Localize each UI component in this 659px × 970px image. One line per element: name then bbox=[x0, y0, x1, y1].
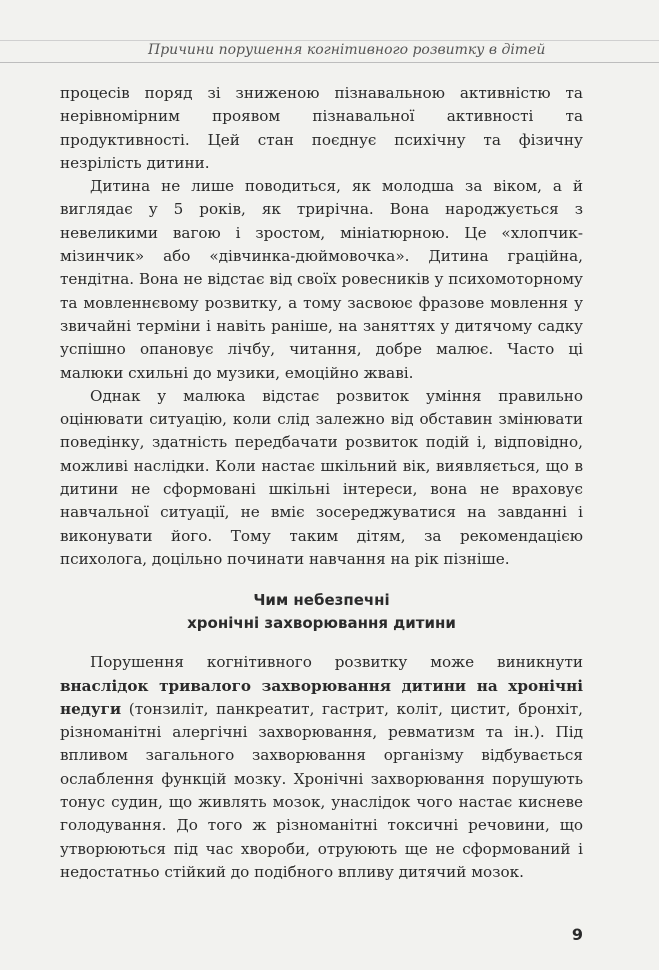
page-header bbox=[0, 0, 659, 63]
section-title bbox=[60, 589, 583, 635]
paragraph-1: процесів поряд зі зниженою пізнавальною активністю та нерівномірним проявом пізнавальної активності та продуктивності. Цей стан поєднує психічну та фізичну незрілість дитини. bbox=[60, 84, 583, 172]
page-body bbox=[60, 82, 583, 884]
paragraph-4-rest: (тонзиліт, панкреатит, гастрит, коліт, цистит, бронхіт, різноманітні алергічні захворювання, ревматизм та ін.). Під впливом загального захворювання організму відбувається ослаблення функцій мозку. Хронічні захворювання порушують тонус судин, що живлять мозок, унаслідок чого настає кисневе голодування. До того ж різноманітні токсичні речовини, що утворюються під час хвороби, отруюють ще не сформований і недостатньо стійкий до подібного впливу дитячий мозок. bbox=[60, 699, 583, 881]
page-number: 9 bbox=[571, 925, 583, 944]
section-title-line-2: хронічні захворювання дитини bbox=[187, 614, 456, 633]
header-rule bbox=[0, 40, 659, 41]
paragraph-3: Однак у малюка відстає розвиток уміння правильно оцінювати ситуацію, коли слід залежно від обставин змінювати поведінку, здатність передбачати розвиток подій і, відповідно, можливі наслідки. Коли настає шкільний вік, виявляється, що в дитини не сформовані шкільні інтереси, вона не враховує навчальної ситуації, не вміє зосереджуватися на завданні і виконувати його. Тому таким дітям, за рекомендацією психолога, доцільно починати навчання на рік пізніше. bbox=[60, 386, 583, 568]
paragraph-2: Дитина не лише поводиться, як молодша за віком, а й виглядає у 5 років, як трирічна. Вона народжується з невеликими вагою і зростом, мініатюрною. Це «хлопчик-мізинчик» або «дівчинка-дюймовочка». Дитина граційна, тендітна. Вона не відстає від своїх ровесників у психомоторному та мовленнєвому розвитку, а тому засвоює фразове мовлення у звичайні терміни і навіть раніше, на заняттях у дитячому садку успішно опановує лічбу, читання, добре малює. Часто ці малюки схильні до музики, емоційно жваві. bbox=[60, 177, 583, 382]
running-title: Причини порушення когнітивного розвитку в дітей bbox=[148, 42, 546, 58]
paragraph-4-emphasis: внаслідок тривалого захворювання дитини на хронічні недуги bbox=[60, 676, 583, 718]
section-title-line-1: Чим небезпечні bbox=[253, 591, 390, 610]
paragraph-4 bbox=[60, 651, 583, 884]
paragraph-4-intro: Порушення когнітивного розвитку може виникнути bbox=[90, 653, 583, 672]
